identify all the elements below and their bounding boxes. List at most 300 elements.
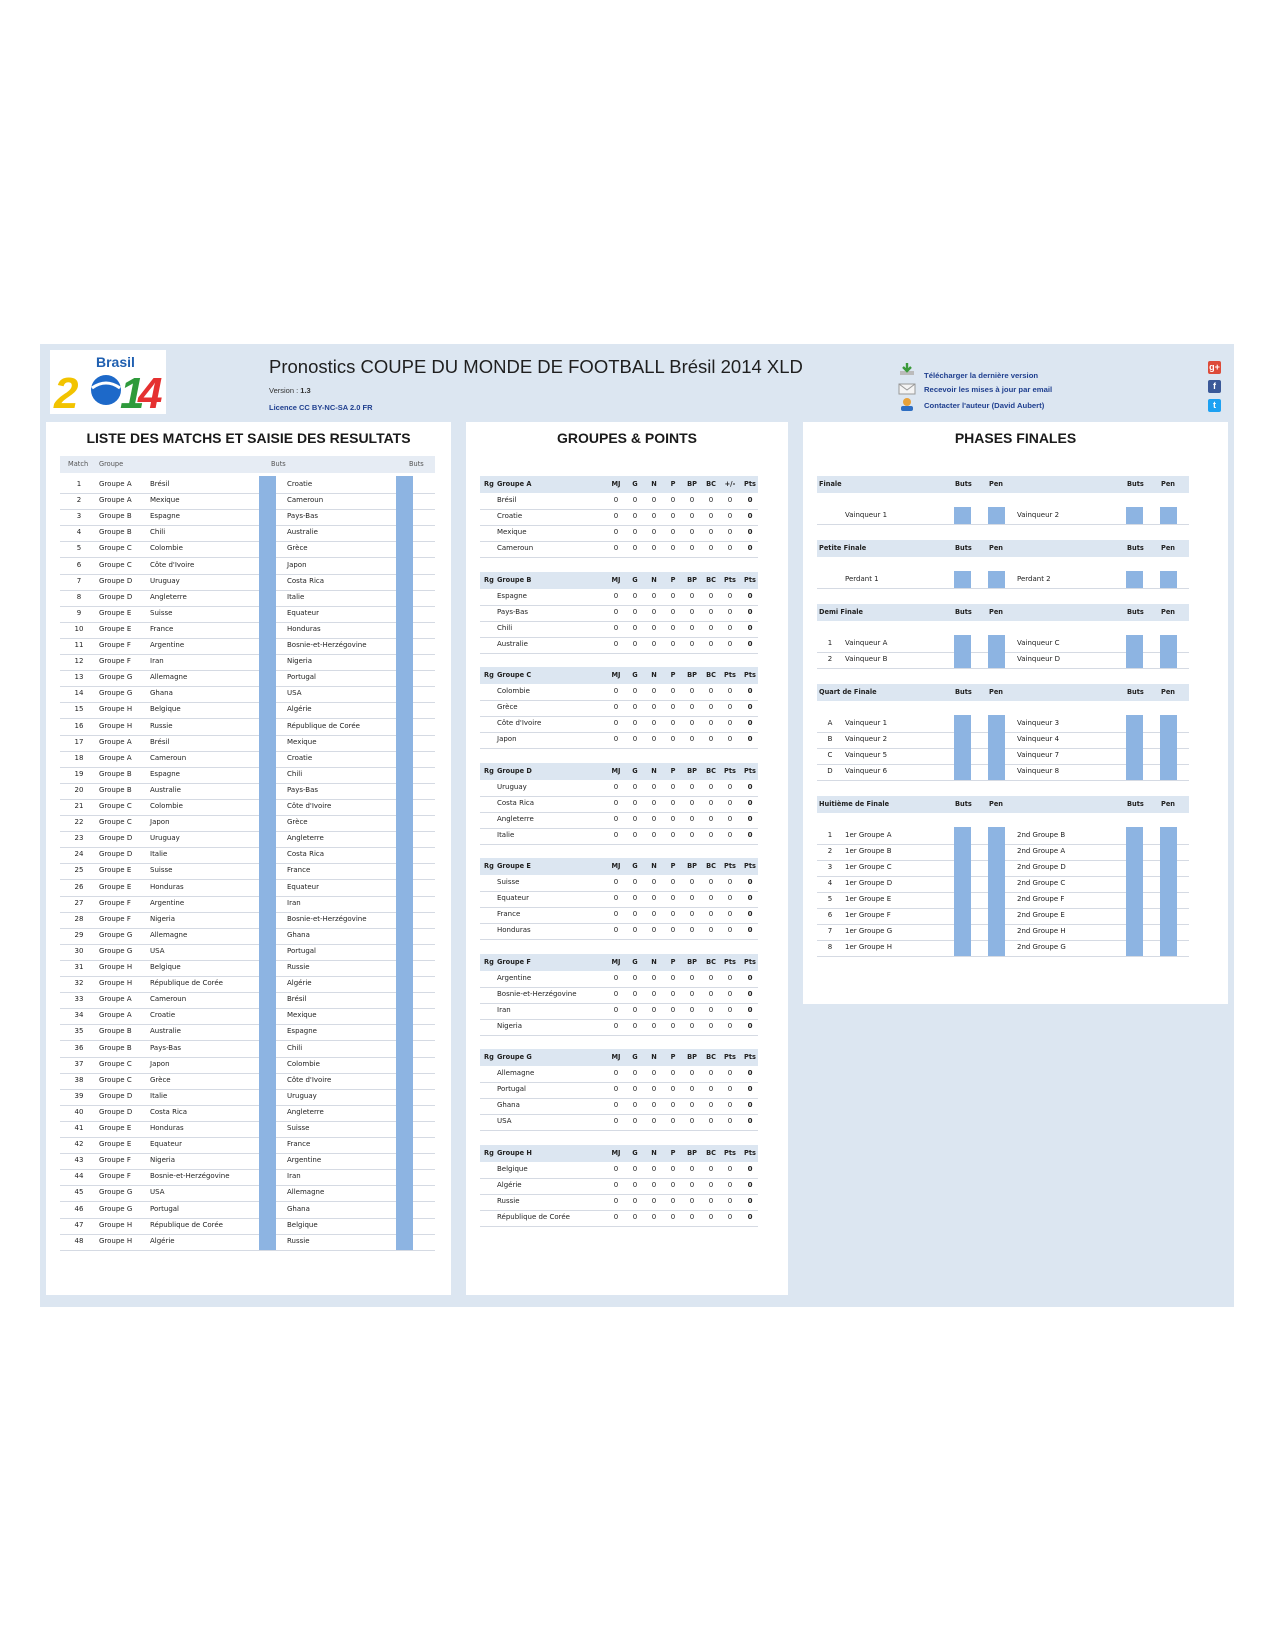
away-goals-input[interactable] — [1126, 635, 1143, 652]
licence-link[interactable]: Licence CC BY-NC-SA 2.0 FR — [269, 403, 373, 412]
stat-header: MJ — [611, 1053, 621, 1061]
away-score-input[interactable] — [396, 927, 413, 944]
away-slot: 2nd Groupe A — [1017, 847, 1066, 855]
match-group: Groupe F — [99, 1156, 131, 1165]
stat-header: Pts — [744, 862, 756, 870]
match-group: Groupe C — [99, 802, 132, 810]
stat-value: 0 — [670, 926, 676, 934]
stat-value: 0 — [689, 894, 695, 902]
away-team: Mexique — [287, 737, 317, 746]
home-score-input[interactable] — [259, 685, 276, 702]
home-score-input[interactable] — [259, 830, 276, 847]
match-group: Groupe D — [99, 576, 133, 585]
stat-value: 0 — [613, 528, 619, 536]
stat-value: 0 — [613, 989, 619, 998]
home-goals-input[interactable] — [954, 651, 971, 668]
google-plus-icon[interactable]: g+ — [1209, 362, 1220, 372]
match-number: 34 — [74, 1011, 84, 1020]
stat-value: 0 — [708, 544, 714, 552]
team-name: Croatie — [497, 512, 523, 520]
home-pen-input[interactable] — [988, 859, 1005, 876]
home-pen-input[interactable] — [988, 843, 1005, 860]
stat-value: 0 — [689, 782, 695, 791]
home-score-input[interactable] — [259, 1056, 276, 1073]
match-group: Groupe A — [99, 995, 132, 1004]
team-name: Colombie — [497, 687, 530, 695]
home-team: Cameroun — [150, 995, 187, 1004]
stat-value: 0 — [727, 623, 733, 632]
away-score-input[interactable] — [396, 557, 413, 574]
away-goals-input[interactable] — [1126, 859, 1143, 876]
match-number: 48 — [74, 1236, 84, 1245]
download-icon — [898, 362, 916, 376]
away-score-input[interactable] — [396, 814, 413, 831]
stat-value: 0 — [708, 1196, 714, 1205]
away-goals-input[interactable] — [1126, 747, 1143, 764]
home-pen-input[interactable] — [988, 731, 1005, 748]
buts-header: Buts — [1127, 608, 1144, 616]
away-score-input[interactable] — [396, 1217, 413, 1234]
home-score-input[interactable] — [259, 1184, 276, 1201]
away-score-input[interactable] — [396, 766, 413, 783]
stat-value: 0 — [613, 782, 619, 791]
stat-value: 0 — [689, 607, 695, 616]
away-score-input[interactable] — [396, 573, 413, 590]
home-team: République de Corée — [150, 1220, 223, 1229]
match-number: 3 — [76, 512, 82, 521]
home-score-input[interactable] — [259, 653, 276, 670]
away-score-input[interactable] — [396, 1152, 413, 1169]
away-pen-input[interactable] — [1160, 635, 1177, 652]
away-score-input[interactable] — [396, 701, 413, 718]
away-goals-input[interactable] — [1126, 923, 1143, 940]
stat-value: 0 — [747, 639, 753, 648]
away-score-input[interactable] — [396, 1040, 413, 1057]
home-score-input[interactable] — [259, 621, 276, 638]
away-score-input[interactable] — [396, 605, 413, 622]
away-score-input[interactable] — [396, 798, 413, 815]
stat-value: 0 — [632, 1212, 638, 1221]
away-goals-input[interactable] — [1126, 763, 1143, 780]
stat-value: 0 — [613, 544, 619, 552]
stat-value: 0 — [689, 735, 695, 743]
stat-value: 0 — [747, 1005, 753, 1014]
away-team: Honduras — [287, 624, 321, 633]
col-header-groupe: Groupe — [99, 460, 124, 468]
email-updates-link[interactable]: Recevoir les mises à jour par email — [924, 385, 1053, 394]
home-score-input[interactable] — [259, 927, 276, 944]
stat-value: 0 — [651, 782, 657, 791]
home-score-input[interactable] — [259, 911, 276, 928]
away-pen-input[interactable] — [1160, 651, 1177, 668]
home-score-input[interactable] — [259, 1168, 276, 1185]
home-score-input[interactable] — [259, 846, 276, 863]
away-score-input[interactable] — [396, 782, 413, 799]
home-score-input[interactable] — [259, 540, 276, 557]
away-goals-input[interactable] — [1126, 843, 1143, 860]
away-goals-input[interactable] — [1126, 907, 1143, 924]
home-score-input[interactable] — [259, 524, 276, 541]
home-score-input[interactable] — [259, 701, 276, 718]
home-team: Belgique — [150, 705, 181, 714]
away-slot: Vainqueur 8 — [1017, 767, 1060, 775]
home-score-input[interactable] — [259, 508, 276, 525]
home-score-input[interactable] — [259, 895, 276, 912]
stat-value: 0 — [747, 878, 753, 886]
team-name: USA — [497, 1117, 512, 1125]
finals-section-header — [817, 476, 1189, 493]
away-team: Suisse — [287, 1124, 310, 1132]
group-header-row — [480, 954, 758, 971]
home-pen-input[interactable] — [988, 891, 1005, 908]
stat-value: 0 — [747, 1117, 753, 1125]
home-goals-input[interactable] — [954, 827, 971, 844]
home-team: Algérie — [150, 1236, 175, 1245]
away-team: Equateur — [287, 882, 319, 891]
stat-value: 0 — [689, 878, 695, 886]
home-goals-input[interactable] — [954, 507, 971, 524]
stat-value: 0 — [689, 687, 695, 695]
stat-value: 0 — [613, 814, 619, 823]
away-score-input[interactable] — [396, 830, 413, 847]
standing-row — [480, 731, 758, 749]
match-number: 8 — [76, 592, 82, 601]
away-score-input[interactable] — [396, 991, 413, 1008]
home-team: USA — [150, 946, 165, 955]
stat-value: 0 — [651, 1180, 657, 1189]
home-goals-input[interactable] — [954, 715, 971, 732]
stat-value: 0 — [689, 591, 695, 600]
away-pen-input[interactable] — [1160, 923, 1177, 940]
home-score-input[interactable] — [259, 814, 276, 831]
home-score-input[interactable] — [259, 1201, 276, 1218]
home-pen-input[interactable] — [988, 715, 1005, 732]
away-score-input[interactable] — [396, 911, 413, 928]
away-goals-input[interactable] — [1126, 731, 1143, 748]
match-number: 37 — [74, 1059, 84, 1068]
away-score-input[interactable] — [396, 1233, 413, 1250]
home-team: Colombie — [150, 544, 183, 553]
away-score-input[interactable] — [396, 685, 413, 702]
home-score-input[interactable] — [259, 959, 276, 976]
home-score-input[interactable] — [259, 782, 276, 799]
match-number: 40 — [74, 1107, 84, 1116]
home-score-input[interactable] — [259, 1007, 276, 1024]
away-score-input[interactable] — [396, 959, 413, 976]
away-goals-input[interactable] — [1126, 571, 1143, 588]
away-team: Russie — [287, 1236, 310, 1245]
away-score-input[interactable] — [396, 637, 413, 654]
svg-text:4: 4 — [138, 369, 163, 414]
stat-value: 0 — [651, 989, 657, 998]
away-score-input[interactable] — [396, 1120, 413, 1137]
away-score-input[interactable] — [396, 879, 413, 896]
match-group: Groupe G — [99, 946, 133, 955]
facebook-icon[interactable]: f — [1208, 380, 1221, 393]
download-link[interactable]: Télécharger la dernière version — [924, 371, 1039, 380]
away-score-input[interactable] — [396, 669, 413, 686]
home-team: Portugal — [150, 1204, 179, 1213]
home-slot: 1er Groupe H — [845, 943, 892, 951]
away-score-input[interactable] — [396, 540, 413, 557]
away-score-input[interactable] — [396, 975, 413, 992]
home-score-input[interactable] — [259, 975, 276, 992]
stat-value: 0 — [651, 607, 657, 616]
home-score-input[interactable] — [259, 1233, 276, 1250]
home-score-input[interactable] — [259, 637, 276, 654]
home-goals-input[interactable] — [954, 843, 971, 860]
match-number: 4 — [76, 528, 82, 537]
away-score-input[interactable] — [396, 1088, 413, 1105]
home-goals-input[interactable] — [954, 923, 971, 940]
match-group: Groupe F — [99, 657, 131, 666]
home-score-input[interactable] — [259, 862, 276, 879]
stat-value: 0 — [747, 623, 753, 632]
away-goals-input[interactable] — [1126, 651, 1143, 668]
away-score-input[interactable] — [396, 476, 413, 493]
away-score-input[interactable] — [396, 621, 413, 638]
stat-value: 0 — [727, 878, 733, 886]
away-slot: Vainqueur 2 — [1017, 511, 1060, 519]
home-score-input[interactable] — [259, 492, 276, 509]
home-pen-input[interactable] — [988, 635, 1005, 652]
home-score-input[interactable] — [259, 1152, 276, 1169]
home-pen-input[interactable] — [988, 747, 1005, 764]
stat-value: 0 — [708, 687, 714, 695]
home-pen-input[interactable] — [988, 827, 1005, 844]
home-score-input[interactable] — [259, 734, 276, 751]
away-pen-input[interactable] — [1160, 763, 1177, 780]
home-pen-input[interactable] — [988, 763, 1005, 780]
brasil-2014-logo — [50, 350, 166, 414]
away-team: Ghana — [287, 930, 310, 939]
away-pen-input[interactable] — [1160, 891, 1177, 908]
away-goals-input[interactable] — [1126, 827, 1143, 844]
stat-value: 0 — [708, 878, 714, 886]
home-pen-input[interactable] — [988, 651, 1005, 668]
team-name: Honduras — [497, 926, 531, 934]
home-goals-input[interactable] — [954, 763, 971, 780]
buts-header: Buts — [955, 688, 972, 696]
home-pen-input[interactable] — [988, 507, 1005, 524]
match-group: Groupe C — [99, 1059, 132, 1068]
stat-value: 0 — [708, 496, 714, 504]
contact-link[interactable]: Contacter l'auteur (David Aubert) — [924, 401, 1045, 410]
stat-value: 0 — [632, 878, 638, 886]
stat-value: 0 — [689, 528, 695, 536]
team-name: Cameroun — [497, 544, 534, 552]
away-score-input[interactable] — [396, 718, 413, 735]
match-group: Groupe H — [99, 979, 133, 988]
stat-value: 0 — [651, 703, 657, 711]
home-score-input[interactable] — [259, 750, 276, 767]
away-team: Colombie — [287, 1059, 320, 1068]
home-score-input[interactable] — [259, 1120, 276, 1137]
away-pen-input[interactable] — [1160, 875, 1177, 892]
home-score-input[interactable] — [259, 798, 276, 815]
away-pen-input[interactable] — [1160, 907, 1177, 924]
away-score-input[interactable] — [396, 1104, 413, 1121]
home-goals-input[interactable] — [954, 939, 971, 956]
home-goals-input[interactable] — [954, 907, 971, 924]
away-score-input[interactable] — [396, 1023, 413, 1040]
match-number: 5 — [76, 544, 82, 553]
away-goals-input[interactable] — [1126, 507, 1143, 524]
away-score-input[interactable] — [396, 895, 413, 912]
stat-value: 0 — [747, 703, 753, 711]
home-goals-input[interactable] — [954, 731, 971, 748]
match-number: 10 — [74, 624, 84, 633]
home-score-input[interactable] — [259, 1072, 276, 1089]
home-goals-input[interactable] — [954, 875, 971, 892]
home-goals-input[interactable] — [954, 859, 971, 876]
stat-header: G — [632, 1053, 638, 1061]
away-score-input[interactable] — [396, 943, 413, 960]
home-score-input[interactable] — [259, 669, 276, 686]
away-pen-input[interactable] — [1160, 507, 1177, 524]
home-goals-input[interactable] — [954, 891, 971, 908]
stat-header: +/- — [724, 480, 736, 488]
home-score-input[interactable] — [259, 718, 276, 735]
home-pen-input[interactable] — [988, 923, 1005, 940]
home-score-input[interactable] — [259, 1217, 276, 1234]
match-group: Groupe A — [99, 1011, 132, 1020]
match-group: Groupe E — [99, 866, 132, 875]
home-score-input[interactable] — [259, 1088, 276, 1105]
home-pen-input[interactable] — [988, 571, 1005, 588]
home-score-input[interactable] — [259, 1040, 276, 1057]
away-score-input[interactable] — [396, 862, 413, 879]
stat-value: 0 — [632, 639, 638, 648]
home-team: Espagne — [150, 769, 180, 778]
home-score-input[interactable] — [259, 557, 276, 574]
stat-value: 0 — [670, 989, 676, 998]
stat-value: 0 — [670, 496, 676, 504]
away-score-input[interactable] — [396, 492, 413, 509]
away-goals-input[interactable] — [1126, 715, 1143, 732]
away-score-input[interactable] — [396, 734, 413, 751]
twitter-icon[interactable]: t — [1208, 399, 1221, 412]
match-number: 22 — [74, 818, 84, 827]
away-score-input[interactable] — [396, 508, 413, 525]
away-pen-input[interactable] — [1160, 731, 1177, 748]
away-goals-input[interactable] — [1126, 875, 1143, 892]
away-score-input[interactable] — [396, 1072, 413, 1089]
home-pen-input[interactable] — [988, 939, 1005, 956]
match-number: 23 — [74, 834, 84, 843]
away-team: Croatie — [287, 753, 313, 762]
stat-value: 0 — [632, 687, 638, 695]
away-score-input[interactable] — [396, 1056, 413, 1073]
home-goals-input[interactable] — [954, 635, 971, 652]
away-score-input[interactable] — [396, 589, 413, 606]
stat-value: 0 — [651, 623, 657, 632]
away-goals-input[interactable] — [1126, 939, 1143, 956]
stat-value: 0 — [689, 719, 695, 727]
stat-value: 0 — [613, 623, 619, 632]
stat-value: 0 — [613, 703, 619, 711]
stat-value: 0 — [689, 1196, 695, 1205]
away-pen-input[interactable] — [1160, 571, 1177, 588]
away-score-input[interactable] — [396, 750, 413, 767]
stat-value: 0 — [613, 1117, 619, 1125]
home-score-input[interactable] — [259, 1136, 276, 1153]
home-score-input[interactable] — [259, 766, 276, 783]
match-group: Groupe E — [99, 882, 132, 891]
home-team: Argentine — [150, 641, 185, 649]
stat-value: 0 — [651, 1069, 657, 1077]
away-pen-input[interactable] — [1160, 747, 1177, 764]
away-team: République de Corée — [287, 721, 360, 730]
away-pen-input[interactable] — [1160, 939, 1177, 956]
away-pen-input[interactable] — [1160, 843, 1177, 860]
stat-value: 0 — [613, 607, 619, 616]
stat-value: 0 — [632, 1005, 638, 1014]
pen-header: Pen — [989, 800, 1003, 808]
home-score-input[interactable] — [259, 991, 276, 1008]
finals-title: PHASES FINALES — [954, 430, 1077, 446]
away-score-input[interactable] — [396, 524, 413, 541]
rank-header: Rg — [484, 575, 494, 584]
standing-row — [480, 1209, 758, 1227]
home-pen-input[interactable] — [988, 875, 1005, 892]
version-line: Version : 1.3 — [269, 386, 311, 395]
home-goals-input[interactable] — [954, 747, 971, 764]
home-score-input[interactable] — [259, 1104, 276, 1121]
away-pen-input[interactable] — [1160, 715, 1177, 732]
away-pen-input[interactable] — [1160, 859, 1177, 876]
away-score-input[interactable] — [396, 1136, 413, 1153]
team-name: Belgique — [497, 1164, 528, 1173]
away-team: USA — [287, 689, 302, 698]
stat-value: 0 — [651, 512, 657, 520]
stat-value: 0 — [613, 910, 619, 918]
home-score-input[interactable] — [259, 589, 276, 606]
home-team: Suisse — [150, 608, 173, 617]
home-team: Croatie — [150, 1011, 176, 1020]
stat-value: 0 — [727, 989, 733, 998]
home-score-input[interactable] — [259, 943, 276, 960]
away-score-input[interactable] — [396, 1201, 413, 1218]
groups-title: GROUPES & POINTS — [556, 430, 698, 446]
match-group: Groupe A — [99, 753, 132, 762]
away-pen-input[interactable] — [1160, 827, 1177, 844]
stat-value: 0 — [651, 735, 657, 743]
stat-value: 0 — [632, 719, 638, 727]
away-score-input[interactable] — [396, 653, 413, 670]
home-goals-input[interactable] — [954, 571, 971, 588]
away-score-input[interactable] — [396, 1184, 413, 1201]
away-goals-input[interactable] — [1126, 891, 1143, 908]
stat-header: BP — [687, 1148, 697, 1157]
team-name: Allemagne — [497, 1069, 535, 1077]
home-pen-input[interactable] — [988, 907, 1005, 924]
away-score-input[interactable] — [396, 1168, 413, 1185]
stat-value: 0 — [747, 926, 753, 934]
stat-header: BP — [687, 1053, 697, 1061]
home-score-input[interactable] — [259, 1023, 276, 1040]
stat-value: 0 — [670, 878, 676, 886]
stat-value: 0 — [651, 910, 657, 918]
home-score-input[interactable] — [259, 476, 276, 493]
home-slot: Perdant 1 — [845, 575, 879, 583]
home-score-input[interactable] — [259, 573, 276, 590]
away-score-input[interactable] — [396, 846, 413, 863]
away-score-input[interactable] — [396, 1007, 413, 1024]
stat-value: 0 — [651, 830, 657, 839]
home-score-input[interactable] — [259, 879, 276, 896]
home-score-input[interactable] — [259, 605, 276, 622]
